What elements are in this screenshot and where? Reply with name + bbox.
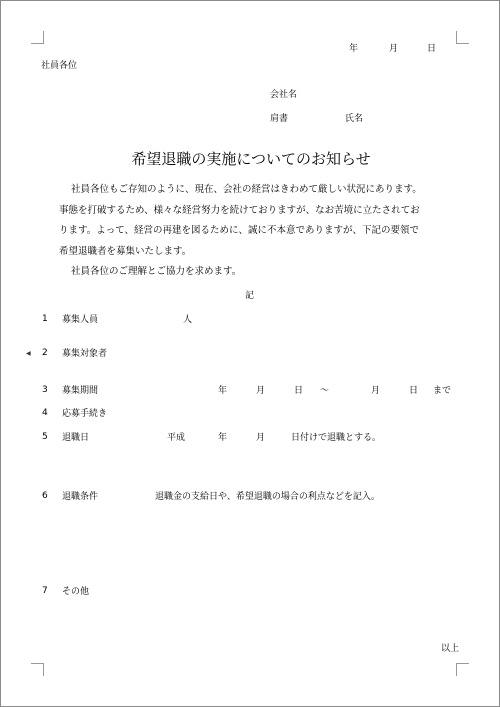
record-heading: 記 — [245, 291, 255, 301]
item-5-text: 日付けで退職とする。 — [291, 433, 382, 443]
item-4-label: 応募手続き — [62, 409, 108, 419]
crop-mark-top-right — [456, 31, 469, 44]
title-label: 肩書 — [270, 114, 289, 124]
item-5-era: 平成 — [167, 433, 186, 443]
crop-mark-bottom-left — [31, 663, 44, 676]
item-5-year: 年 — [218, 433, 228, 443]
item-6-label: 退職条件 — [62, 492, 99, 502]
item-3-number: 3 — [42, 385, 48, 395]
item-1-label: 募集人員 — [62, 315, 99, 325]
date-day: 日 — [427, 44, 437, 54]
date-year: 年 — [349, 44, 359, 54]
item-4-number: 4 — [42, 408, 48, 418]
closing-text: 以上 — [441, 644, 460, 654]
item-2-label: 募集対象者 — [62, 349, 108, 359]
crop-mark-bottom-right — [456, 663, 469, 676]
item-3-month2: 月 — [371, 386, 381, 396]
body-line-4: 希望退職者を募集いたします。 — [59, 245, 192, 257]
item-1-number: 1 — [42, 314, 48, 324]
item-3-day: 日 — [294, 386, 304, 396]
body-line-3: ります。よって、経営の再建を図るために、誠に不本意でありますが、下記の要領で — [59, 225, 420, 236]
item-5-number: 5 — [42, 432, 48, 442]
recipient: 社員各位 — [41, 61, 78, 71]
body-line-5: 社員各位のご理解とご協力を求めます。 — [71, 266, 242, 277]
date-month: 月 — [389, 44, 399, 54]
item-6-text: 退職金の支給日や、希望退職の場合の利点などを記入。 — [155, 492, 380, 502]
item-5-label: 退職日 — [62, 433, 90, 443]
item-7-number: 7 — [42, 586, 48, 596]
item-5-month: 月 — [256, 433, 266, 443]
left-triangle-icon: ◀ — [26, 350, 31, 357]
item-7-label: その他 — [62, 587, 90, 597]
body-text — [59, 180, 449, 283]
crop-mark-top-left — [31, 31, 44, 44]
company-name: 会社名 — [270, 90, 298, 100]
item-6-number: 6 — [42, 491, 48, 501]
item-3-day2: 日 — [409, 386, 419, 396]
body-line-2: 事態を打破するため、様々な経営努力を続けておりますが、なお苦境に立たされてお — [59, 204, 420, 216]
body-line-1: 社員各位もご存知のように、現在、会社の経営はきわめて厳しい状況にあります。 — [71, 184, 422, 195]
item-3-label: 募集期間 — [62, 386, 99, 396]
item-3-year: 年 — [218, 386, 228, 396]
item-1-value: 人 — [183, 315, 193, 325]
item-3-tilde: ～ — [320, 386, 330, 396]
name-label: 氏名 — [345, 114, 364, 124]
item-2-number: 2 — [42, 348, 48, 358]
item-3-month: 月 — [256, 386, 266, 396]
item-3-until: まで — [433, 386, 452, 396]
document-title: 希望退職の実施についてのお知らせ — [131, 150, 371, 168]
